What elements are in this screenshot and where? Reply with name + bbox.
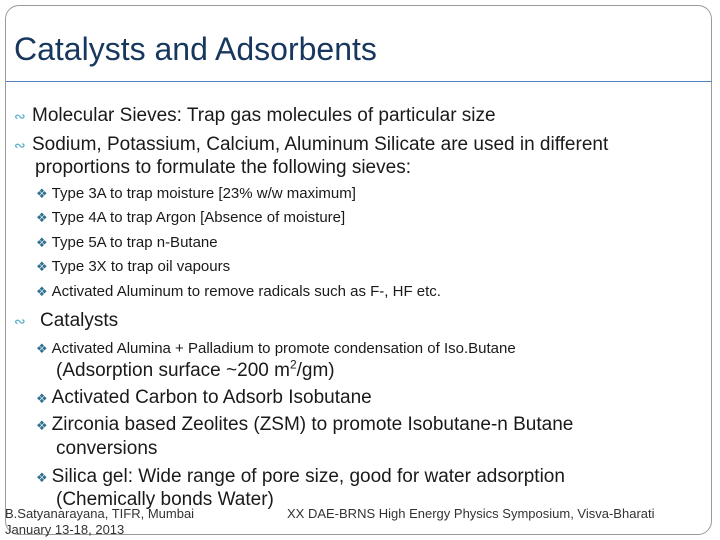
footer-date: January 13-18, 2013 [5,522,125,537]
sub-bullet-catalyst: ❖ Zirconia based Zeolites (ZSM) to promote Isobutane-n Butane [36,414,574,435]
bullet-catalysts [14,310,118,332]
bullet-text: Molecular Sieves: Trap gas molecules of particular size [32,105,496,126]
wave-bullet-icon: ∾ [14,108,26,124]
wave-bullet-icon: ∾ [14,137,26,153]
title-divider [6,81,712,82]
check-diamond-bullet-icon: ❖ [36,259,48,274]
bullet-text: Catalysts [40,310,119,331]
check-diamond-bullet-icon: ❖ [36,341,48,356]
check-diamond-bullet-icon: ❖ [36,470,48,485]
catalyst-cont: (Adsorption surface ~200 $m^2/gm$) [56,357,335,381]
bullet-molecular-sieves [14,105,496,127]
bullet-text: Sodium, Potassium, Calcium, Aluminum Silicate are used in different [32,134,609,155]
slide-title: Catalysts and Adsorbents [14,31,377,67]
sub-bullet-sieve: ❖ Type 4A to trap Argon [Absence of moisture] [36,209,346,226]
sub-bullet-catalyst: ❖ Activated Alumina + Palladium to promote condensation of Iso.Butane [36,340,516,357]
sub-bullet-catalyst: ❖ Silica gel: Wide range of pore size, good for water adsorption [36,466,565,487]
wave-bullet-icon: ∾ [14,313,26,329]
footer-event: XX DAE-BRNS High Energy Physics Symposium, Visva-Bharati [287,506,655,521]
catalyst-cont: (Chemically bonds Water) [56,489,274,510]
sub-bullet-sieve: ❖ Type 3X to trap oil vapours [36,258,231,275]
check-diamond-bullet-icon: ❖ [36,210,48,225]
catalyst-cont: conversions [56,438,158,459]
check-diamond-bullet-icon: ❖ [36,391,48,406]
check-diamond-bullet-icon: ❖ [36,418,48,433]
footer-author: B.Satyanarayana, TIFR, Mumbai [5,506,195,521]
check-diamond-bullet-icon: ❖ [36,186,48,201]
check-diamond-bullet-icon: ❖ [36,235,48,250]
sub-bullet-sieve: ❖ Type 5A to trap n-Butane [36,234,218,251]
sub-bullet-catalyst: ❖ Activated Carbon to Adsorb Isobutane [36,387,372,408]
sub-bullet-sieve: ❖ Type 3A to trap moisture [23% w/w maximum] [36,185,356,202]
bullet-silicates-cont: proportions to formulate the following sieves: [35,157,411,178]
sub-bullet-sieve: ❖ Activated Aluminum to remove radicals such as F-, HF etc. [36,283,441,300]
check-diamond-bullet-icon: ❖ [36,284,48,299]
bullet-silicates [14,134,608,156]
